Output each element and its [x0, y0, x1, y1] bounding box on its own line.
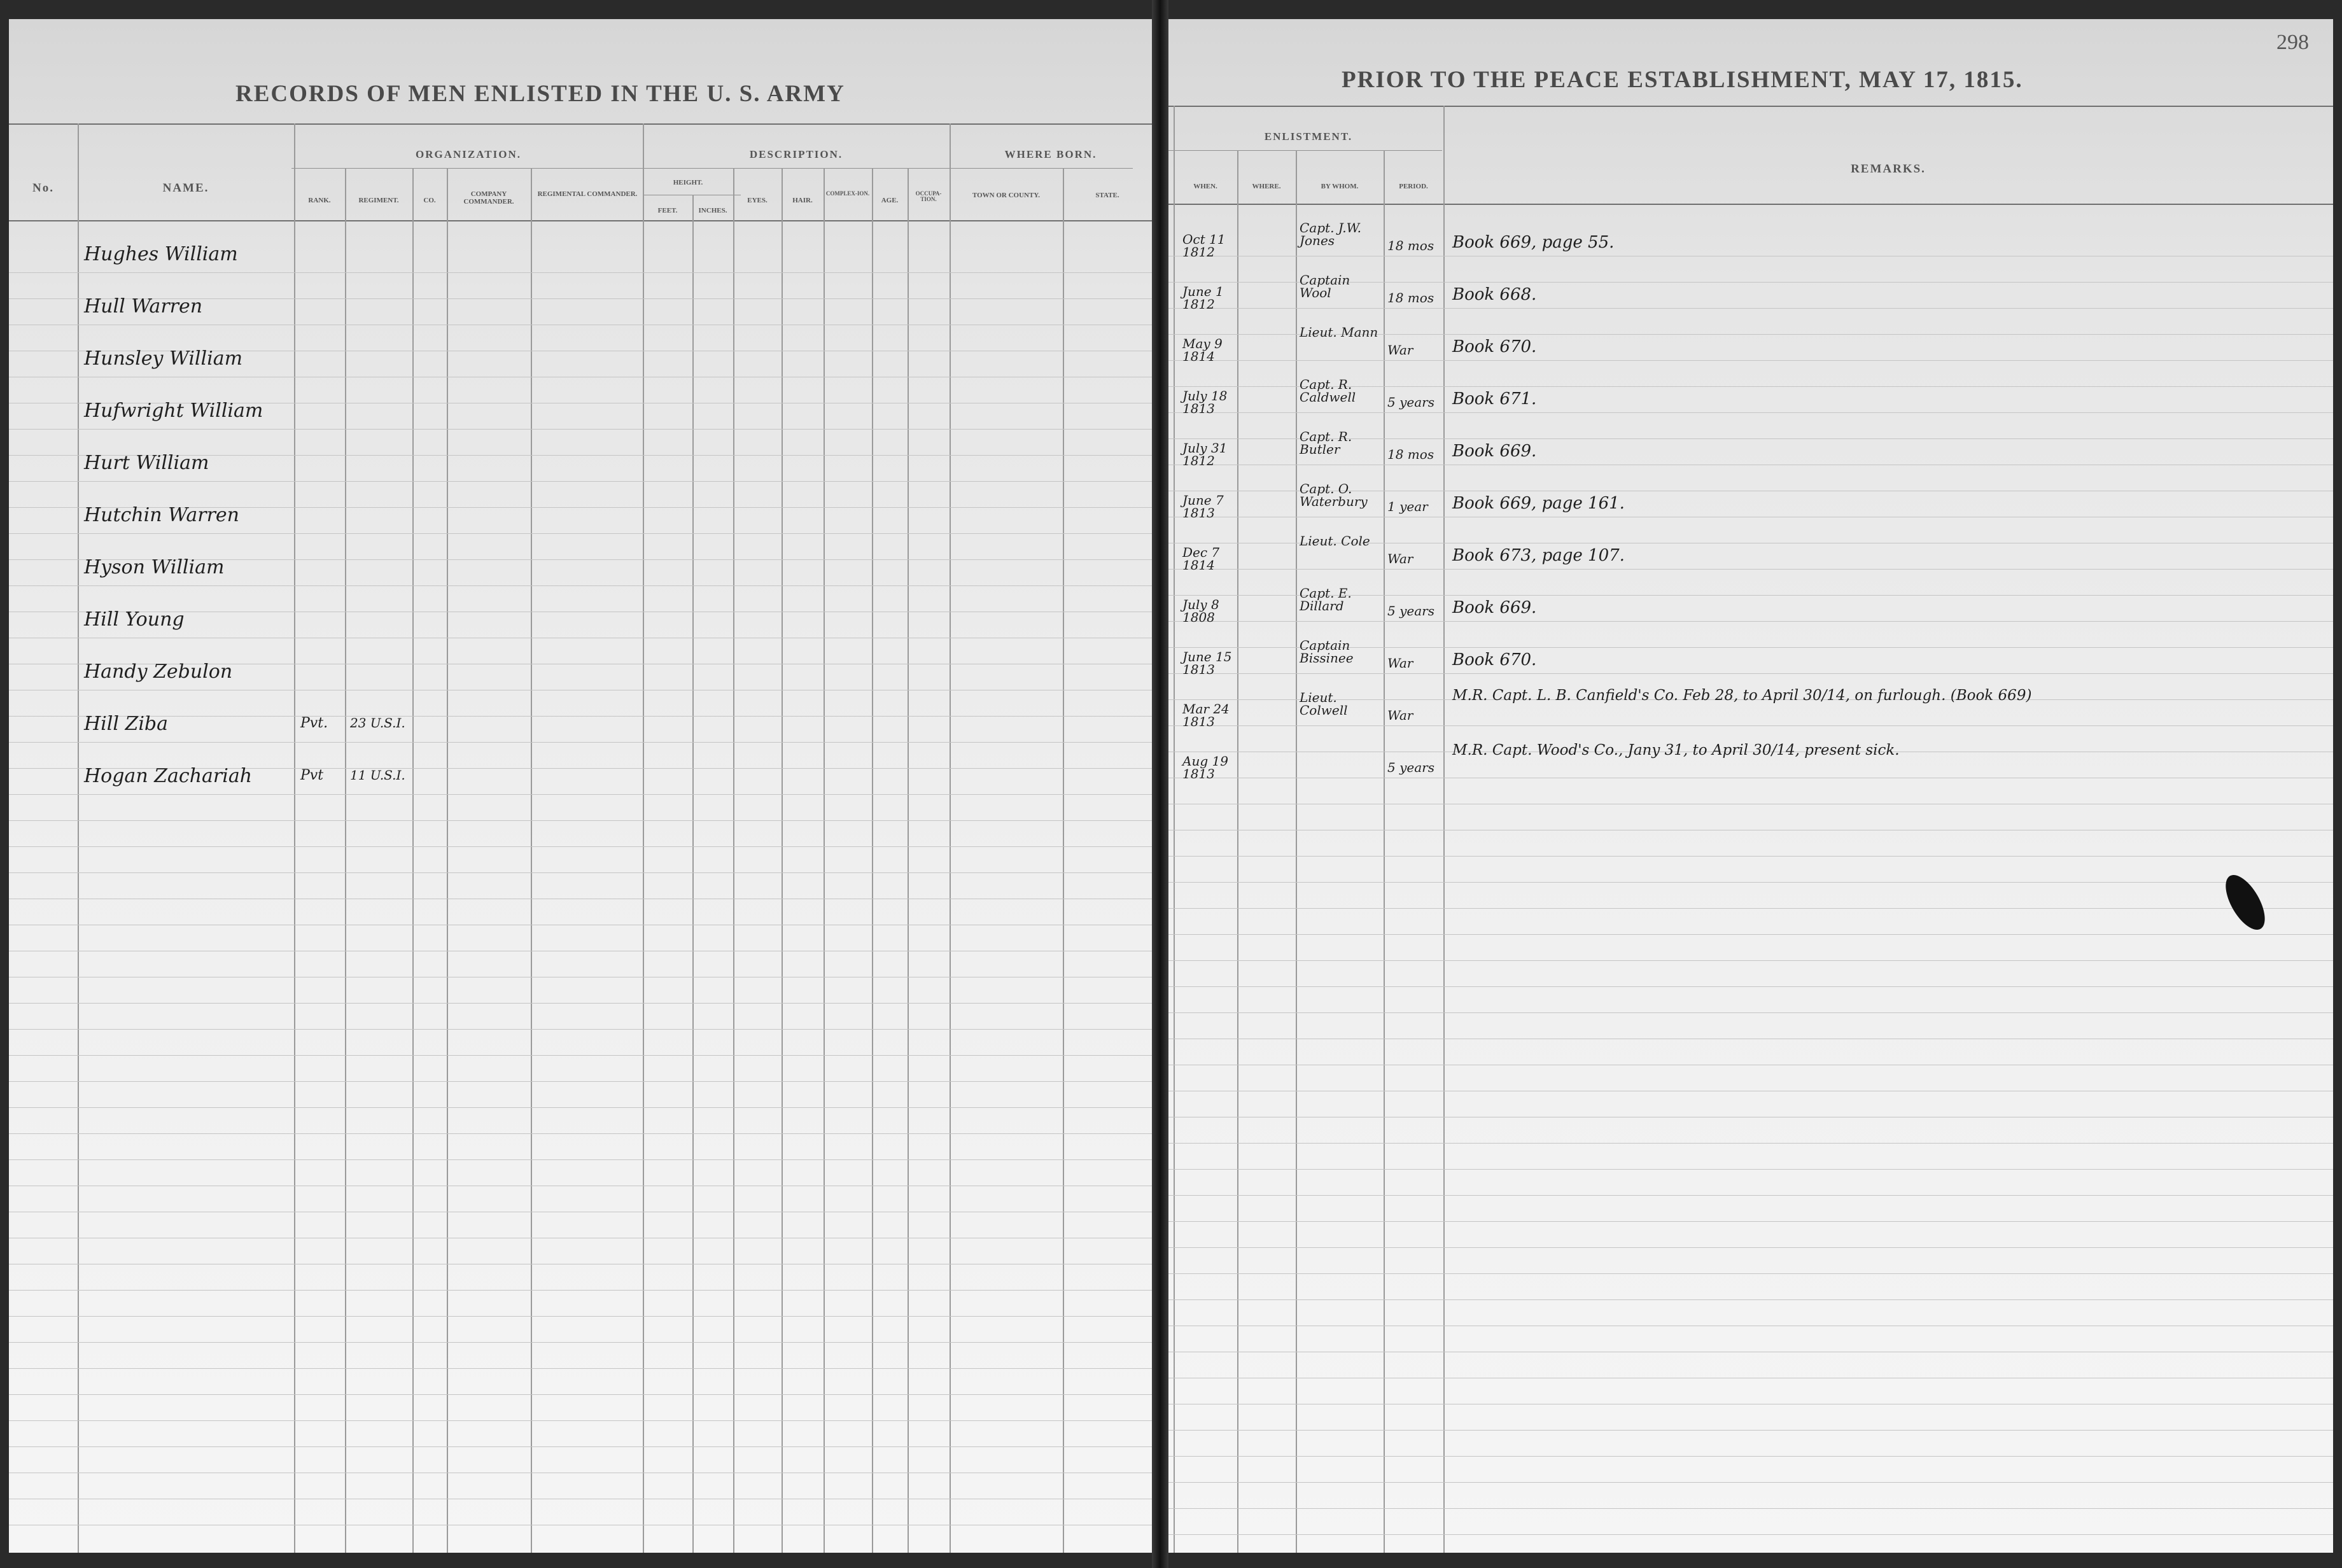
ledger-ruling-line — [1168, 1143, 2333, 1144]
remarks-cell: Book 670. — [1452, 650, 1537, 669]
ledger-ruling-line — [1168, 986, 2333, 987]
name-cell: Hogan Zachariah — [84, 765, 253, 787]
period-cell: 5 years — [1387, 760, 1434, 775]
remarks-cell: Book 671. — [1452, 389, 1537, 409]
col-inches-header: INCHES. — [698, 207, 727, 214]
ledger-ruling-line — [9, 872, 1152, 873]
ledger-ruling-line — [9, 272, 1152, 273]
ledger-ruling-line — [9, 429, 1152, 430]
col-age-header: AGE. — [881, 197, 899, 204]
regiment-cell: 11 U.S.I. — [350, 767, 405, 783]
name-cell: Hull Warren — [84, 295, 203, 318]
by-whom-cell: Lieut. Mann — [1300, 325, 1378, 340]
ledger-ruling-line — [1168, 908, 2333, 909]
remarks-cell: Book 670. — [1452, 337, 1537, 356]
ledger-ruling-line — [1168, 412, 2333, 413]
rank-cell: Pvt. — [300, 715, 328, 731]
by-whom-cell: Lieut. Colwell — [1300, 690, 1348, 718]
col-name-header: NAME. — [162, 181, 209, 195]
ledger-ruling-line — [9, 1159, 1152, 1160]
when-cell: July 8 1808 — [1182, 597, 1219, 625]
period-cell: War — [1387, 655, 1413, 671]
period-cell: 18 mos — [1387, 238, 1434, 253]
by-whom-cell: Capt. R. Caldwell — [1300, 377, 1356, 405]
name-cell: Hufwright William — [84, 400, 263, 422]
ledger-ruling-line — [1168, 1482, 2333, 1483]
when-cell: July 18 1813 — [1182, 388, 1228, 416]
col-company-commander-header: COMPANY COMMANDER. — [463, 190, 514, 206]
remarks-cell: Book 669, page 55. — [1452, 233, 1615, 252]
col-state-header: STATE. — [1095, 192, 1119, 199]
when-cell: Aug 19 1813 — [1182, 753, 1228, 781]
period-cell: War — [1387, 551, 1413, 566]
ledger-ruling-line — [1168, 621, 2333, 622]
remarks-cell: Book 668. — [1452, 285, 1537, 304]
by-whom-cell: Capt. E. Dillard — [1300, 585, 1352, 613]
period-cell: 18 mos — [1387, 447, 1434, 462]
remarks-cell: M.R. Capt. L. B. Canfield's Co. Feb 28, to April 30/14, on furlough. (Book 669) — [1452, 687, 2032, 704]
ledger-ruling-line — [9, 1368, 1152, 1369]
remarks-cell: Book 673, page 107. — [1452, 546, 1625, 565]
ledger-ruling-line — [1168, 1273, 2333, 1274]
enlistment-group-header: ENLISTMENT. — [1264, 130, 1353, 143]
ledger-ruling-line — [9, 1420, 1152, 1421]
ledger-ruling-line — [9, 1290, 1152, 1291]
col-regiment-header: REGIMENT. — [358, 197, 399, 204]
name-cell: Hughes William — [84, 243, 238, 265]
col-regimental-commander-header: REGIMENTAL COMMANDER. — [537, 190, 638, 198]
organization-group-header: ORGANIZATION. — [416, 148, 521, 160]
ledger-ruling-line — [9, 1003, 1152, 1004]
col-occupation-header: OCCUPA-TION. — [915, 190, 942, 203]
col-where-header: WHERE. — [1252, 183, 1281, 190]
header-top-rule — [9, 123, 1152, 125]
header-top-rule — [1168, 106, 2333, 107]
name-cell: Hyson William — [84, 556, 225, 578]
when-cell: June 1 1812 — [1182, 284, 1224, 312]
ledger-ruling-line — [9, 1316, 1152, 1317]
col-eyes-header: EYES. — [747, 197, 768, 204]
remarks-cell: Book 669, page 161. — [1452, 494, 1625, 513]
ledger-ruling-line — [1168, 856, 2333, 857]
col-co-header: CO. — [423, 197, 436, 204]
ledger-ruling-line — [1168, 882, 2333, 883]
ledger-ruling-line — [1168, 1508, 2333, 1509]
col-rank-header: RANK. — [308, 197, 331, 204]
ledger-ruling-line — [1168, 934, 2333, 935]
name-cell: Hurt William — [84, 452, 209, 474]
name-cell: Hunsley William — [84, 347, 243, 370]
period-cell: 5 years — [1387, 395, 1434, 410]
by-whom-cell: Captain Bissinee — [1300, 638, 1354, 666]
ledger-ruling-line — [9, 1342, 1152, 1343]
name-cell: Hill Ziba — [84, 713, 169, 735]
col-by-whom-header: BY WHOM. — [1321, 183, 1359, 190]
ledger-ruling-line — [1168, 308, 2333, 309]
right-ledger-page — [1168, 19, 2333, 1553]
ledger-ruling-line — [1168, 360, 2333, 361]
period-cell: 18 mos — [1387, 290, 1434, 305]
ledger-ruling-line — [1168, 569, 2333, 570]
ink-blot — [2218, 869, 2273, 935]
ledger-ruling-line — [1168, 1247, 2333, 1248]
ledger-ruling-line — [9, 716, 1152, 717]
ledger-ruling-line — [1168, 725, 2333, 726]
left-ledger-page — [9, 19, 1152, 1553]
book-spine — [1152, 0, 1168, 1568]
name-cell: Hill Young — [84, 608, 185, 631]
ledger-ruling-line — [9, 1446, 1152, 1447]
header-bottom-rule — [1168, 204, 2333, 205]
ledger-ruling-line — [9, 1081, 1152, 1082]
description-group-header: DESCRIPTION. — [749, 148, 843, 160]
ledger-ruling-line — [1168, 673, 2333, 674]
by-whom-cell: Capt. R. Butler — [1300, 429, 1352, 457]
ledger-ruling-line — [9, 533, 1152, 534]
ledger-ruling-line — [9, 1107, 1152, 1108]
by-whom-cell: Capt. J.W. Jones — [1300, 220, 1362, 248]
ledger-ruling-line — [1168, 1012, 2333, 1013]
col-hair-header: HAIR. — [792, 197, 813, 204]
regiment-cell: 23 U.S.I. — [350, 715, 405, 731]
col-height-header: HEIGHT. — [673, 179, 703, 186]
period-cell: 1 year — [1387, 499, 1428, 514]
ledger-ruling-line — [1168, 1195, 2333, 1196]
col-period-header: PERIOD. — [1399, 183, 1428, 190]
name-cell: Handy Zebulon — [84, 661, 233, 683]
ledger-ruling-line — [9, 481, 1152, 482]
ledger-ruling-line — [9, 1029, 1152, 1030]
ledger-ruling-line — [1168, 960, 2333, 961]
ledger-ruling-line — [9, 794, 1152, 795]
rank-cell: Pvt — [300, 767, 324, 783]
col-town-header: TOWN OR COUNTY. — [972, 192, 1041, 199]
col-no-header: No. — [32, 181, 54, 195]
enlistment-divider-rule — [1168, 150, 1442, 151]
by-whom-cell: Capt. O. Waterbury — [1300, 481, 1368, 509]
col-remarks-header: REMARKS. — [1851, 162, 1926, 176]
ledger-ruling-line — [9, 820, 1152, 821]
name-cell: Hutchin Warren — [84, 504, 239, 526]
ledger-ruling-line — [9, 1394, 1152, 1395]
ledger-ruling-line — [9, 846, 1152, 847]
ledger-ruling-line — [9, 1133, 1152, 1134]
header-bottom-rule — [9, 220, 1152, 221]
ledger-ruling-line — [1168, 1534, 2333, 1535]
by-whom-cell: Lieut. Cole — [1300, 533, 1370, 549]
period-cell: War — [1387, 708, 1413, 723]
when-cell: Dec 7 1814 — [1182, 545, 1220, 573]
by-whom-cell: Captain Wool — [1300, 272, 1350, 300]
col-complexion-header: COMPLEX-ION. — [825, 190, 870, 197]
remarks-cell: Book 669. — [1452, 598, 1537, 617]
ledger-ruling-line — [9, 1055, 1152, 1056]
ledger-ruling-line — [1168, 1221, 2333, 1222]
remarks-cell: M.R. Capt. Wood's Co., Jany 31, to April 30/14, present sick. — [1452, 742, 1900, 759]
when-cell: May 9 1814 — [1182, 336, 1223, 364]
period-cell: War — [1387, 342, 1413, 358]
col-when-header: WHEN. — [1193, 183, 1217, 190]
ledger-ruling-line — [1168, 1299, 2333, 1300]
when-cell: July 31 1812 — [1182, 440, 1228, 468]
ledger-ruling-line — [9, 585, 1152, 586]
ledger-ruling-line — [9, 742, 1152, 743]
ledger-ruling-line — [1168, 1169, 2333, 1170]
group-divider-rule — [291, 168, 1133, 169]
when-cell: June 7 1813 — [1182, 493, 1224, 521]
period-cell: 5 years — [1387, 603, 1434, 619]
ledger-ruling-line — [1168, 1430, 2333, 1431]
remarks-cell: Book 669. — [1452, 442, 1537, 461]
left-page-title: RECORDS OF MEN ENLISTED IN THE U. S. ARMY — [235, 81, 845, 107]
when-cell: Oct 11 1812 — [1182, 232, 1226, 260]
right-page-title: PRIOR TO THE PEACE ESTABLISHMENT, MAY 17, 1815. — [1342, 67, 2023, 93]
page-number: 298 — [2276, 31, 2309, 54]
col-feet-header: FEET. — [657, 207, 678, 214]
ledger-ruling-line — [1168, 1456, 2333, 1457]
where-born-group-header: WHERE BORN. — [1004, 148, 1097, 160]
when-cell: Mar 24 1813 — [1182, 701, 1230, 729]
when-cell: June 15 1813 — [1182, 649, 1232, 677]
